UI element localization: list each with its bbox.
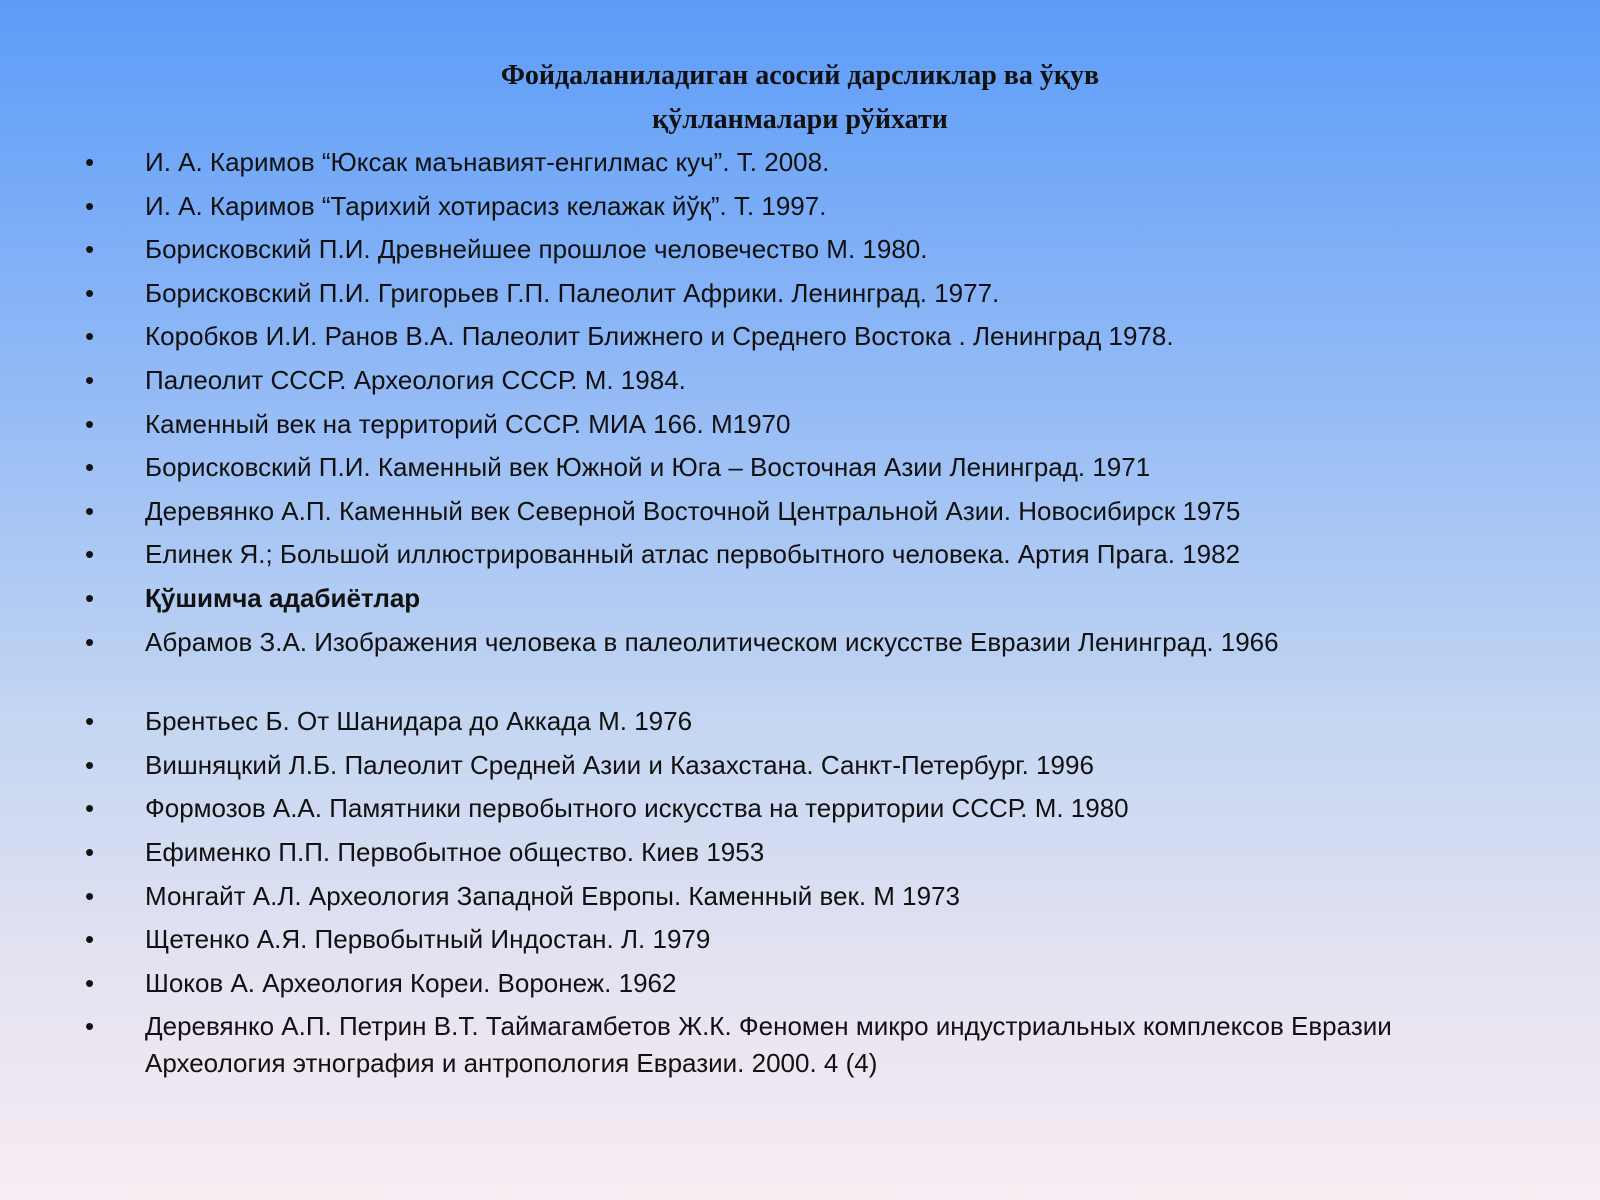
bullet-icon: • xyxy=(85,749,95,780)
bullet-icon: • xyxy=(85,539,95,570)
list-item xyxy=(0,228,1600,272)
bullet-icon: • xyxy=(85,967,95,998)
list-item-text: Деревянко А.П. Каменный век Северной Восточной Центральной Азии. Новосибирск 1975 xyxy=(145,495,1241,526)
bullet-icon: • xyxy=(85,147,95,177)
bullet-icon: • xyxy=(85,234,95,265)
list-item xyxy=(0,403,1600,447)
list-item-text: Каменный век на территорий СССР. МИА 166. М1970 xyxy=(145,408,791,439)
list-item xyxy=(0,831,1600,875)
list-item-text: Брентьес Б. От Шанидара до Аккада М. 1976 xyxy=(145,706,693,737)
list-item xyxy=(0,315,1600,359)
list-item-text: Щетенко А.Я. Первобытный Индостан. Л. 1979 xyxy=(145,924,711,955)
bullet-icon: • xyxy=(85,836,95,867)
list-item-text: И. А. Каримов “Юксак маънавият-енгилмас куч”. Т. 2008. xyxy=(145,147,830,177)
list-item-text: Елинек Я.; Большой иллюстрированный атлас первобытного человека. Артия Прага. 1982 xyxy=(145,539,1241,570)
list-item-text: Палеолит СССР. Археология СССР. М. 1984. xyxy=(145,364,686,395)
list-item-text: И. А. Каримов “Тарихий хотирасиз келажак йўқ”. Т. 1997. xyxy=(145,190,827,221)
list-item xyxy=(0,446,1600,490)
list-item xyxy=(0,185,1600,229)
list-item-text: Борисковский П.И. Каменный век Южной и Юга – Восточная Азии Ленинград. 1971 xyxy=(145,452,1151,483)
bullet-icon: • xyxy=(85,793,95,824)
list-item xyxy=(0,359,1600,403)
bullet-icon: • xyxy=(85,924,95,955)
bullet-icon: • xyxy=(85,408,95,439)
list-item-text: Вишняцкий Л.Б. Палеолит Средней Азии и Казахстана. Санкт-Петербург. 1996 xyxy=(145,749,1094,780)
list-item xyxy=(0,1005,1600,1082)
list-item-text: Формозов А.А. Памятники первобытного искусства на территории СССР. М. 1980 xyxy=(145,793,1129,824)
slide-title-line-2: қўлланмалари рўйхати xyxy=(652,104,948,135)
bullet-icon: • xyxy=(85,277,95,308)
list-item-text: Коробков И.И. Ранов В.А. Палеолит Ближнего и Среднего Востока . Ленинград 1978. xyxy=(145,321,1174,352)
slide-title xyxy=(0,54,1600,142)
bullet-icon: • xyxy=(85,582,95,613)
list-item xyxy=(0,533,1600,577)
bullet-icon: • xyxy=(85,495,95,526)
list-item xyxy=(0,141,1600,185)
list-item xyxy=(0,744,1600,788)
list-item xyxy=(0,875,1600,919)
bibliography-list xyxy=(0,141,1600,1082)
list-item xyxy=(0,272,1600,316)
section-heading-text: Қўшимча адабиётлар xyxy=(145,582,421,613)
list-item-text: Шоков А. Археология Кореи. Воронеж. 1962 xyxy=(145,967,677,998)
bullet-icon: • xyxy=(85,364,95,395)
bullet-icon: • xyxy=(85,706,95,737)
list-item xyxy=(0,621,1600,665)
list-item xyxy=(0,787,1600,831)
list-item-text: Абрамов З.А. Изображения человека в палеолитическом искусстве Евразии Ленинград. 1966 xyxy=(145,626,1279,657)
bullet-icon: • xyxy=(85,452,95,483)
section-heading-additional-literature xyxy=(0,577,1600,621)
list-item-text: Деревянко А.П. Петрин В.Т. Таймагамбетов Ж.К. Феномен микро индустриальных комплексов Евразии Археология этнография и антропология Евразии. 2000. 4 (4) xyxy=(145,1011,1392,1079)
slide-title-line-1: Фойдаланиладиган асосий дарсликлар ва ўқув xyxy=(500,60,1100,91)
list-item xyxy=(0,962,1600,1006)
list-item-text: Монгайт А.Л. Археология Западной Европы. Каменный век. М 1973 xyxy=(145,880,961,911)
list-item-text: Ефименко П.П. Первобытное общество. Киев 1953 xyxy=(145,836,765,867)
list-item-text: Борисковский П.И. Древнейшее прошлое человечество М. 1980. xyxy=(145,234,928,265)
list-item xyxy=(0,918,1600,962)
bullet-icon: • xyxy=(85,190,95,221)
list-item-text: Борисковский П.И. Григорьев Г.П. Палеолит Африки. Ленинград. 1977. xyxy=(145,277,1000,308)
bullet-icon: • xyxy=(85,880,95,911)
bullet-icon: • xyxy=(85,321,95,352)
bullet-icon: • xyxy=(85,626,95,657)
bullet-icon: • xyxy=(85,1011,95,1042)
list-item xyxy=(0,490,1600,534)
list-item xyxy=(0,700,1600,744)
